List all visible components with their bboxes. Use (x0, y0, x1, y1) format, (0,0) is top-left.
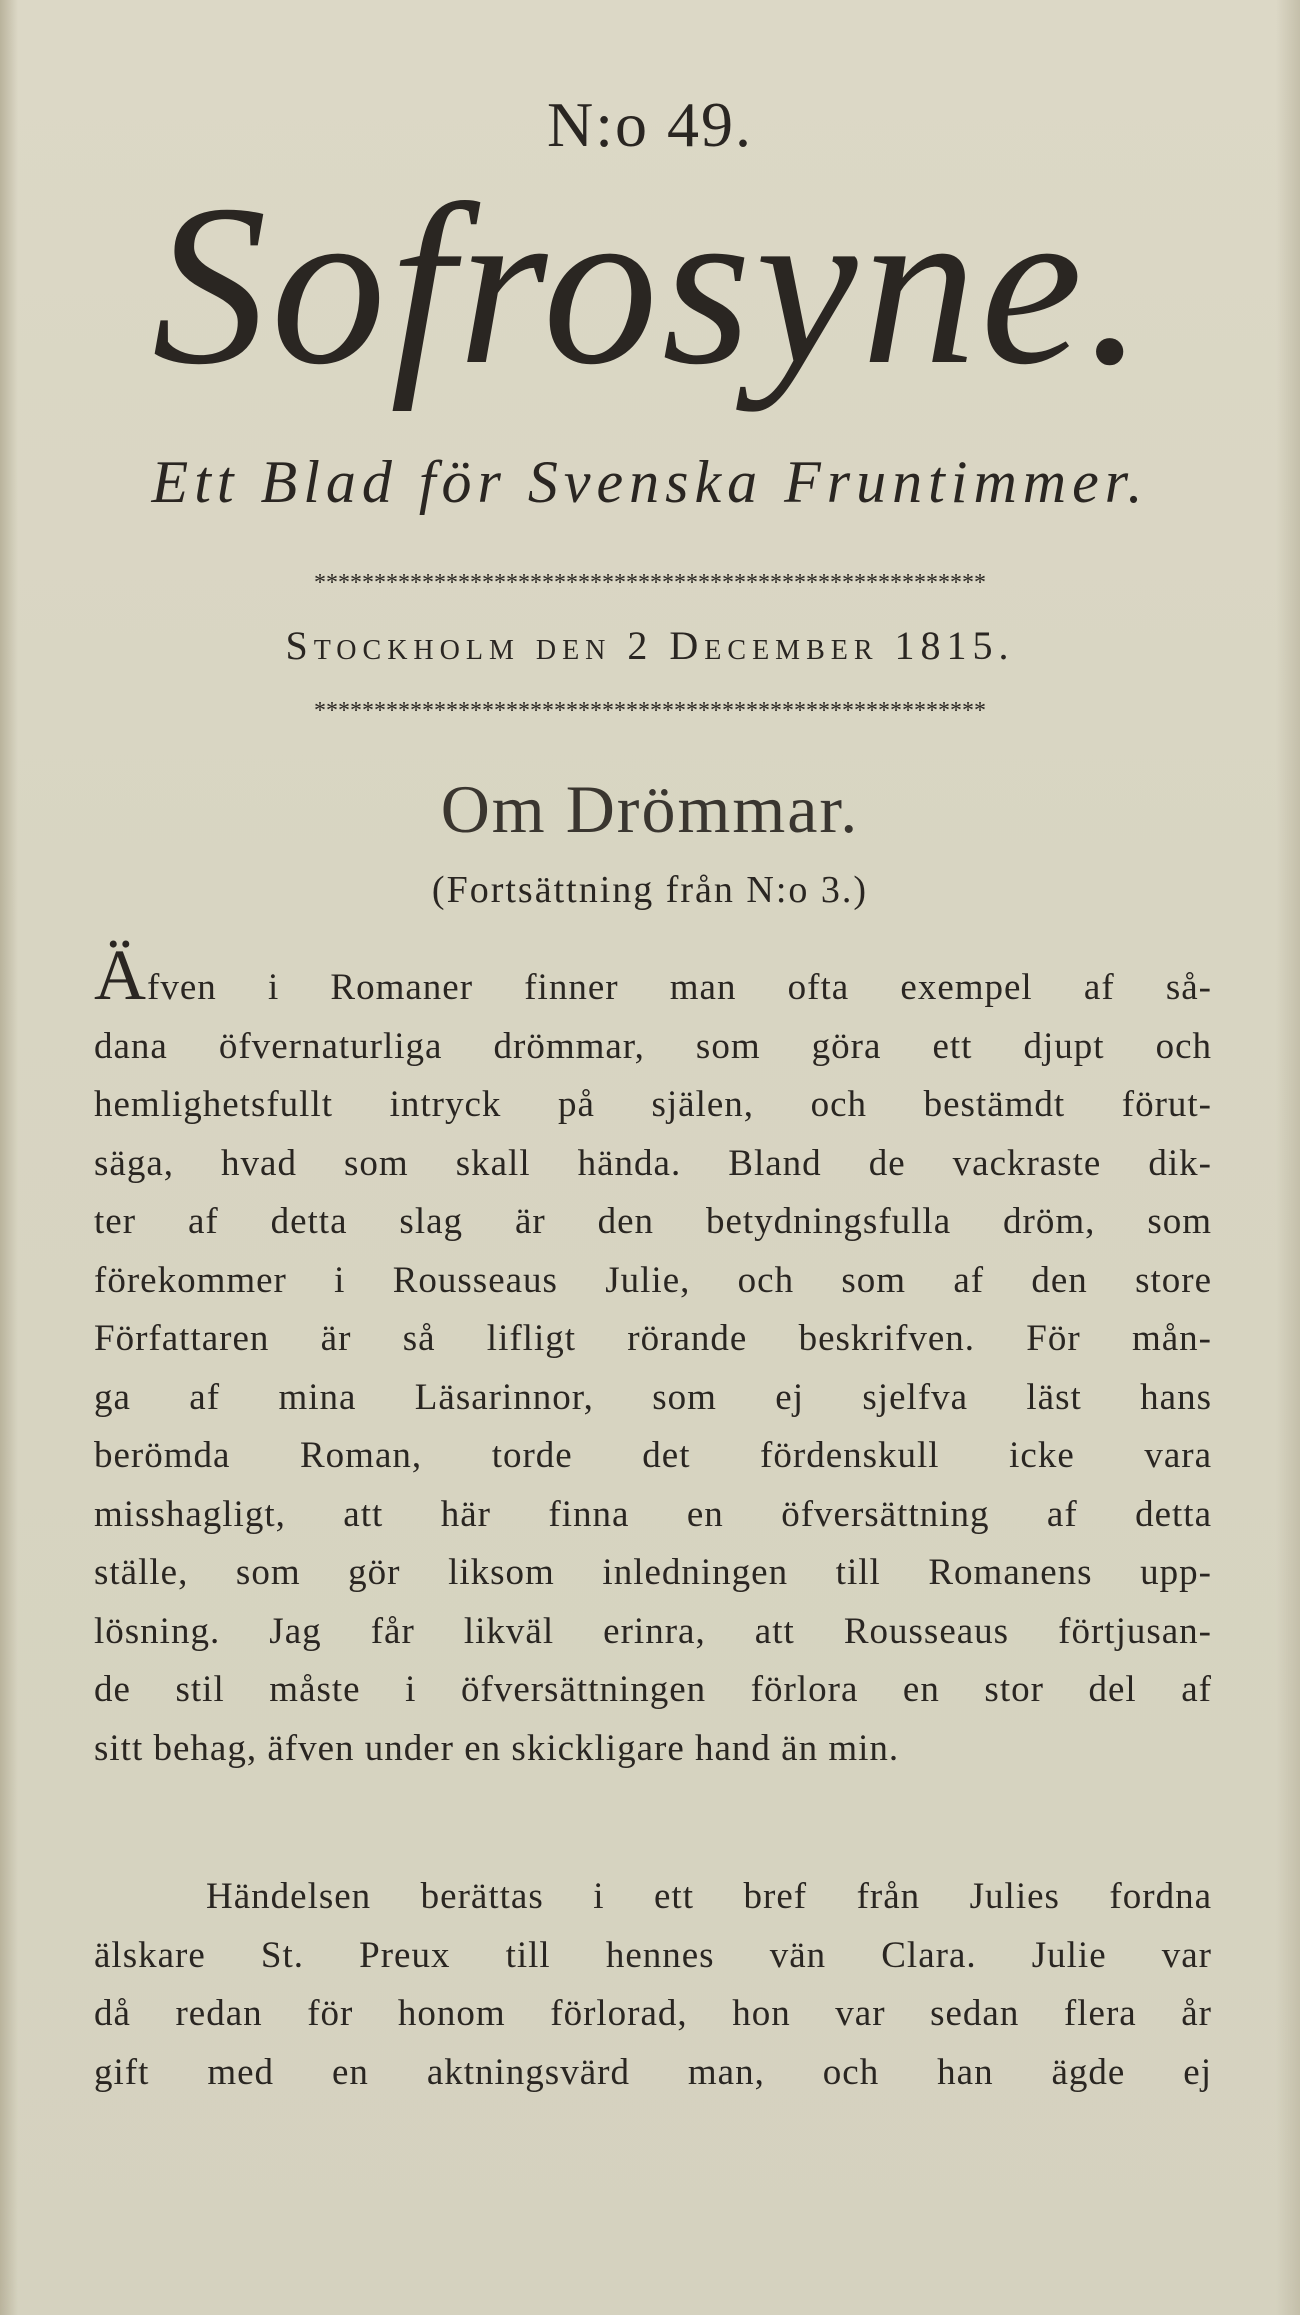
paragraph-line: gift med en aktningsvärd man, och han ägde ej (94, 2051, 1212, 2093)
ornament-rule-top: ******************************************************** (314, 570, 986, 596)
paragraph-line: de stil måste i öfversättningen förlora en stor del af (94, 1669, 1212, 1710)
paragraph-line: dana öfvernaturliga drömmar, som göra ett djupt och (94, 1025, 1212, 1067)
paragraph-line: lösning. Jag får likväl erinra, att Rousseaus förtjusan- (94, 1610, 1212, 1652)
paragraph-line: hemlighetsfullt intryck på själen, och bestämdt förut- (94, 1084, 1212, 1125)
paragraph-line: säga, hvad som skall hända. Bland de vackraste dik- (94, 1142, 1212, 1184)
paragraph-line: misshagligt, att här finna en öfversättning af detta (94, 1493, 1212, 1535)
paragraph-line: då redan för honom förlorad, hon var sedan flera år (94, 1993, 1212, 2034)
issue-number: N:o 49. (547, 89, 753, 160)
drop-cap: Ä (94, 935, 147, 1015)
article-paragraph-1 (94, 935, 1212, 1778)
paragraph-line: ter af detta slag är den betydningsfulla dröm, som (94, 1201, 1212, 1242)
article-title: Om Drömmar. (440, 771, 860, 847)
masthead-subtitle: Ett Blad för Svenska Fruntimmer. (151, 449, 1149, 515)
paragraph-line: berömda Roman, torde det fördenskull icke vara (94, 1435, 1212, 1476)
dateline: Stockholm den 2 December 1815. (285, 623, 1015, 668)
paragraph-line: älskare St. Preux till hennes vän Clara. Julie var (94, 1934, 1212, 1976)
paragraph-line: förekommer i Rousseaus Julie, och som af den store (94, 1259, 1212, 1301)
article-continuation-note: (Fortsättning från N:o 3.) (431, 869, 869, 911)
paragraph-line: Äfven i Romaner finner man ofta exempel af så- (94, 935, 1212, 1015)
article-paragraph-2 (94, 1868, 1212, 2102)
ornament-rule-bottom: ******************************************************** (314, 698, 986, 724)
masthead-title: Sofrosyne. (151, 157, 1149, 412)
paragraph-line: Författaren är så lifligt rörande beskrifven. För mån- (94, 1318, 1212, 1359)
paragraph-line: sitt behag, äfven under en skickligare hand än min. (94, 1727, 900, 1769)
paragraph-line: ställe, som gör liksom inledningen till Romanens upp- (94, 1552, 1212, 1593)
paragraph-line: Händelsen berättas i ett bref från Julies fordna (206, 1876, 1212, 1917)
paragraph-line: ga af mina Läsarinnor, som ej sjelfva läst hans (94, 1376, 1212, 1418)
